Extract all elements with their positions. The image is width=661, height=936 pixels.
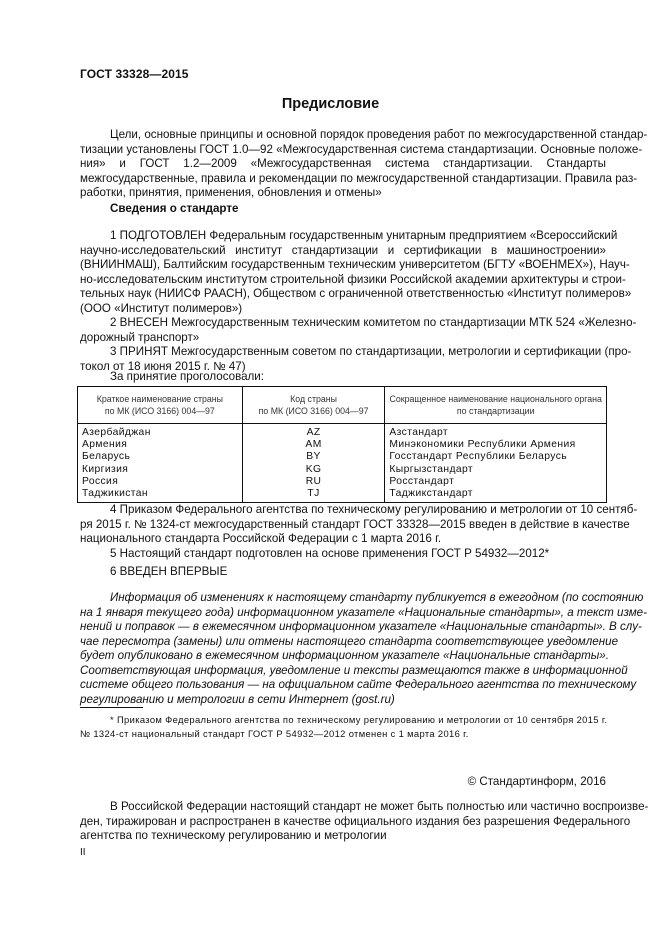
text-line: 2 ВНЕСЕН Межгосударственным техническим комитетом по стандартизации МТК 524 «Железно-	[110, 316, 637, 329]
table-row	[78, 424, 607, 440]
cell-code: TJ	[242, 488, 385, 503]
text-line: межгосударственные, правила и рекомендации по межгосударственной стандартизации. Правила раз-	[80, 171, 638, 185]
text-line: регулированию и метрологии в сети Интернет (gost.ru)	[80, 692, 395, 706]
text-line: Цели, основные принципы и основной порядок проведения работ по межгосударственной стандар-	[110, 128, 648, 141]
cell-code: KG	[242, 464, 385, 476]
cell-body: Кыргызстандарт	[385, 464, 607, 476]
text-line: тельных наук (НИИСФ РААСН), Обществом с ограниченной ответственностью «Институт полимеров»	[80, 287, 632, 300]
table-header-row	[78, 387, 607, 424]
text-line: ден, тиражирован и распространен в качестве официального издания без разрешения Федерального	[80, 814, 631, 828]
text-line: чае пересмотра (замены) или отмены настоящего стандарта соответствующее уведомление	[80, 634, 619, 648]
text-line: агентства по техническому регулированию и метрологии	[80, 829, 387, 842]
standard-info-list	[80, 229, 637, 374]
document-id: ГОСТ 33328—2015	[80, 67, 189, 81]
page-number: II	[80, 847, 86, 858]
text-line: (ООО «Институт полимеров»)	[80, 301, 243, 315]
text-line: научно-исследовательский институт стандартизации и сертификации в машиностроении»	[80, 243, 606, 257]
text-line: 4 Приказом Федерального агентства по техническому регулированию и метрологии от 10 сентяб-	[110, 503, 638, 516]
text-line: дорожный транспорт»	[80, 330, 200, 344]
text-line: 5 Настоящий стандарт подготовлен на основе применения ГОСТ Р 54932—2012*	[110, 546, 550, 560]
footnote	[80, 713, 606, 741]
header-code: Код страны по МК (ИСО 3166) 004—97	[242, 387, 385, 424]
table-row	[78, 476, 607, 488]
text-line: работки, принятия, применения, обновления и отмены»	[80, 186, 382, 199]
introduced-first-time: 6 ВВЕДЕН ВПЕРВЫЕ	[110, 565, 228, 578]
text-line: 1 ПОДГОТОВЛЕН Федеральным государственным унитарным предприятием «Всероссийский	[110, 229, 618, 242]
table-row	[78, 464, 607, 476]
cell-body: Минэкономики Республики Армения	[385, 439, 607, 451]
text-line: но-исследовательским институтом строительной физики Российской академии архитектуры и строи-	[80, 272, 626, 286]
text-line: № 1324-ст национальный стандарт ГОСТ Р 54932—2012 отменен с 1 марта 2016 г.	[80, 728, 469, 739]
copyright-notice: © Стандартинформ, 2016	[467, 775, 606, 788]
table-row	[78, 451, 607, 463]
cell-country: Россия	[78, 476, 243, 488]
text-line: токол от 18 июня 2015 г. № 47)	[80, 359, 246, 373]
cell-code: RU	[242, 476, 385, 488]
text-line: * Приказом Федерального агентства по техническому регулированию и метрологии от 10 сентября 2015 г.	[110, 714, 608, 725]
intro-paragraph	[80, 128, 648, 201]
cell-country: Киргизия	[78, 464, 243, 476]
cell-body: Госстандарт Республики Беларусь	[385, 451, 607, 463]
text-line: нений и поправок — в ежемесячном информационном указателе «Национальные стандарты». В слу-	[80, 620, 642, 633]
cell-country: Армения	[78, 439, 243, 451]
cell-country: Азербайджан	[78, 424, 243, 440]
text-line: национального стандарта Российской Федерации с 1 марта 2016 г.	[80, 532, 442, 545]
cell-code: BY	[242, 451, 385, 463]
header-country: Краткое наименование страны по МК (ИСО 3166) 004—97	[78, 387, 243, 424]
cell-code: AM	[242, 439, 385, 451]
changes-info-paragraph	[80, 591, 647, 707]
text-line: В Российской Федерации настоящий стандарт не может быть полностью или частично воспроизве-	[110, 800, 649, 813]
votes-table	[77, 386, 607, 503]
adoption-info	[80, 503, 638, 561]
page-title: Предисловие	[281, 96, 380, 112]
text-line: 3 ПРИНЯТ Межгосударственным советом по стандартизации, метрологии и сертификации (про-	[110, 345, 632, 358]
text-line: будет опубликовано в ежемесячном информационном указателе «Национальные стандарты».	[80, 649, 609, 662]
cell-body: Азстандарт	[385, 424, 607, 440]
header-body: Сокращенное наименование национального органа по стандартизации	[385, 387, 607, 424]
section-heading: Сведения о стандарте	[110, 202, 239, 215]
text-line: Соответствующая информация, уведомление и тексты размещаются также в информационной	[80, 663, 628, 677]
text-line: (ВНИИНМАШ), Балтийским государственным техническим университетом (БГТУ «ВОЕНМЕХ»), Науч-	[80, 258, 630, 271]
table-row	[78, 488, 607, 503]
cell-body: Таджикстандарт	[385, 488, 607, 503]
cell-code: AZ	[242, 424, 385, 440]
text-line: ния» и ГОСТ 1.2—2009 «Межгосударственная система стандартизации. Стандарты	[80, 157, 606, 170]
voted-label: За принятие проголосовали:	[110, 370, 265, 383]
rights-notice	[80, 800, 649, 844]
text-line: на 1 января текущего года) информационном указателе «Национальные стандарты», а текст изме-	[80, 605, 647, 619]
text-line: ря 2015 г. № 1324-ст межгосударственный стандарт ГОСТ 33328—2015 введен в действие в качестве	[80, 517, 630, 531]
footnote-divider	[80, 707, 143, 708]
cell-country: Таджикистан	[78, 488, 243, 503]
cell-body: Росстандарт	[385, 476, 607, 488]
text-line: тизации установлены ГОСТ 1.0—92 «Межгосударственная система стандартизации. Основные положе-	[80, 142, 643, 156]
text-line: Информация об изменениях к настоящему стандарту публикуется в ежегодном (по состоянию	[110, 591, 644, 604]
table-row	[78, 439, 607, 451]
cell-country: Беларусь	[78, 451, 243, 463]
text-line: системе общего пользования — на официальном сайте Федерального агентства по техническому	[80, 678, 637, 691]
